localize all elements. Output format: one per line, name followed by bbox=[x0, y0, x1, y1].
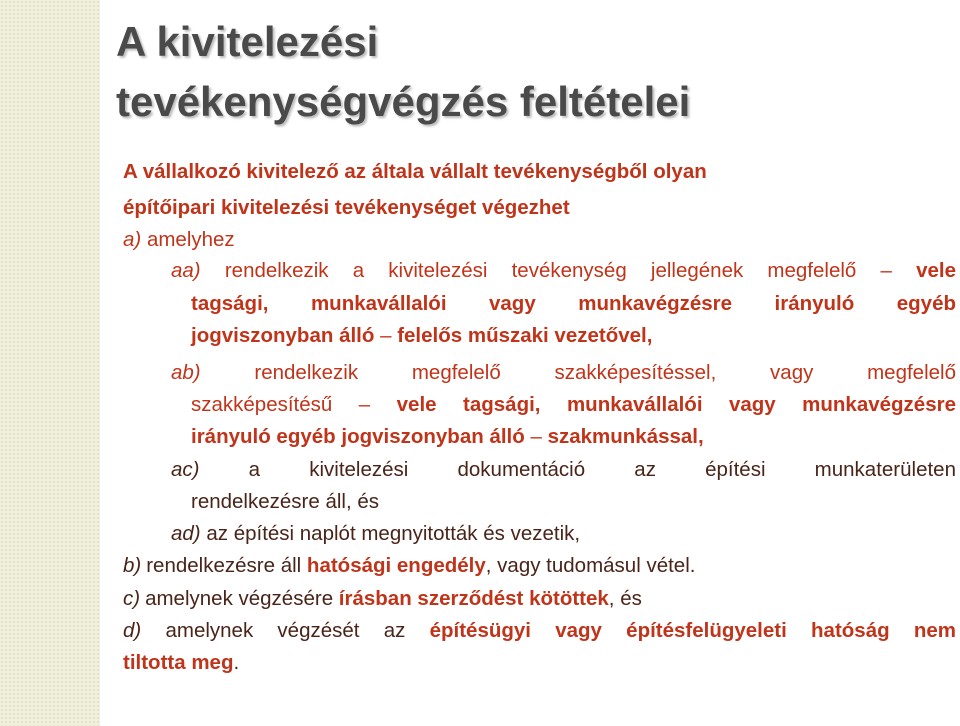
item-ad-marker: ad) bbox=[171, 522, 201, 545]
item-c-text: amelynek végzésére bbox=[145, 587, 334, 610]
item-ab-dash-2: – bbox=[530, 425, 542, 448]
item-c bbox=[123, 587, 642, 611]
item-c-marker: c) bbox=[123, 587, 141, 610]
item-ab-text-1: rendelkezik megfelelő szakképesítéssel, vagy megfelelő bbox=[254, 361, 956, 384]
item-b bbox=[123, 554, 695, 578]
item-ab-line-3 bbox=[191, 425, 704, 449]
item-aa-line-1 bbox=[171, 259, 956, 283]
item-aa-line-2: tagsági, munkavállalói vagy munkavégzésre irányuló egyéb bbox=[191, 292, 956, 315]
item-ac-text-1: a kivitelezési dokumentáció az építési munkaterületen bbox=[248, 458, 956, 481]
intro-line-1: A vállalkozó kivitelező az általa vállalt tevékenységből olyan bbox=[123, 160, 707, 183]
item-d-bold-2: tiltotta meg bbox=[123, 651, 234, 674]
item-ac-line-2: rendelkezésre áll, és bbox=[191, 490, 380, 513]
item-aa-bold-3: jogviszonyban álló bbox=[191, 324, 375, 347]
item-c-bold: írásban szerződést kötöttek bbox=[338, 587, 609, 610]
item-b-text: rendelkezésre áll bbox=[146, 554, 302, 577]
item-aa-dash-2: – bbox=[380, 324, 392, 347]
item-b-marker: b) bbox=[123, 554, 142, 577]
item-b-after: , vagy tudomásul vétel. bbox=[485, 554, 696, 577]
item-ac-line-1 bbox=[171, 458, 956, 482]
item-ad bbox=[171, 522, 580, 546]
item-aa-marker: aa) bbox=[171, 259, 201, 282]
item-d-after: . bbox=[233, 651, 240, 674]
title-line-1: A kivitelezési bbox=[116, 18, 379, 65]
item-aa-dash: – bbox=[880, 259, 892, 282]
item-a-marker: a) bbox=[123, 228, 142, 251]
title-line-2: tevékenységvégzés feltételei bbox=[116, 78, 691, 125]
item-ab-line-2 bbox=[191, 393, 956, 417]
item-aa-text: rendelkezik a kivitelezési tevékenység jellegének megfelelő bbox=[224, 259, 857, 282]
item-c-after: , és bbox=[608, 587, 642, 610]
item-a bbox=[123, 228, 235, 252]
item-ab-bold-3: irányuló egyéb jogviszonyban álló bbox=[191, 425, 525, 448]
item-ab-dash: – bbox=[358, 393, 371, 416]
item-ab-marker: ab) bbox=[171, 361, 201, 384]
item-d-marker: d) bbox=[123, 619, 142, 642]
item-aa-line-3 bbox=[191, 324, 652, 348]
item-ab-text-2: szakképesítésű bbox=[191, 393, 333, 416]
item-d-bold: építésügyi vagy építésfelügyeleti hatóság nem bbox=[429, 619, 956, 642]
item-ac-marker: ac) bbox=[171, 458, 200, 481]
item-aa-bold-1: vele bbox=[916, 259, 957, 282]
page-title bbox=[116, 12, 690, 132]
item-d-line-2 bbox=[123, 651, 239, 675]
decorative-stripe bbox=[0, 0, 100, 726]
item-aa-rest-3: felelős műszaki vezetővel, bbox=[397, 324, 653, 347]
item-ab-line-1 bbox=[171, 361, 956, 385]
item-b-bold: hatósági engedély bbox=[306, 554, 486, 577]
item-ab-bold-2: vele tagsági, munkavállalói vagy munkavégzésre bbox=[396, 393, 956, 416]
item-d-text: amelynek végzését az bbox=[165, 619, 406, 642]
item-ad-text: az építési naplót megnyitották és vezetik, bbox=[206, 522, 581, 545]
intro-line-2: építőipari kivitelezési tevékenységet végezhet bbox=[123, 196, 570, 219]
item-ab-rest-3: szakmunkással, bbox=[547, 425, 704, 448]
item-a-text: amelyhez bbox=[146, 228, 235, 251]
item-d-line-1 bbox=[123, 619, 956, 643]
